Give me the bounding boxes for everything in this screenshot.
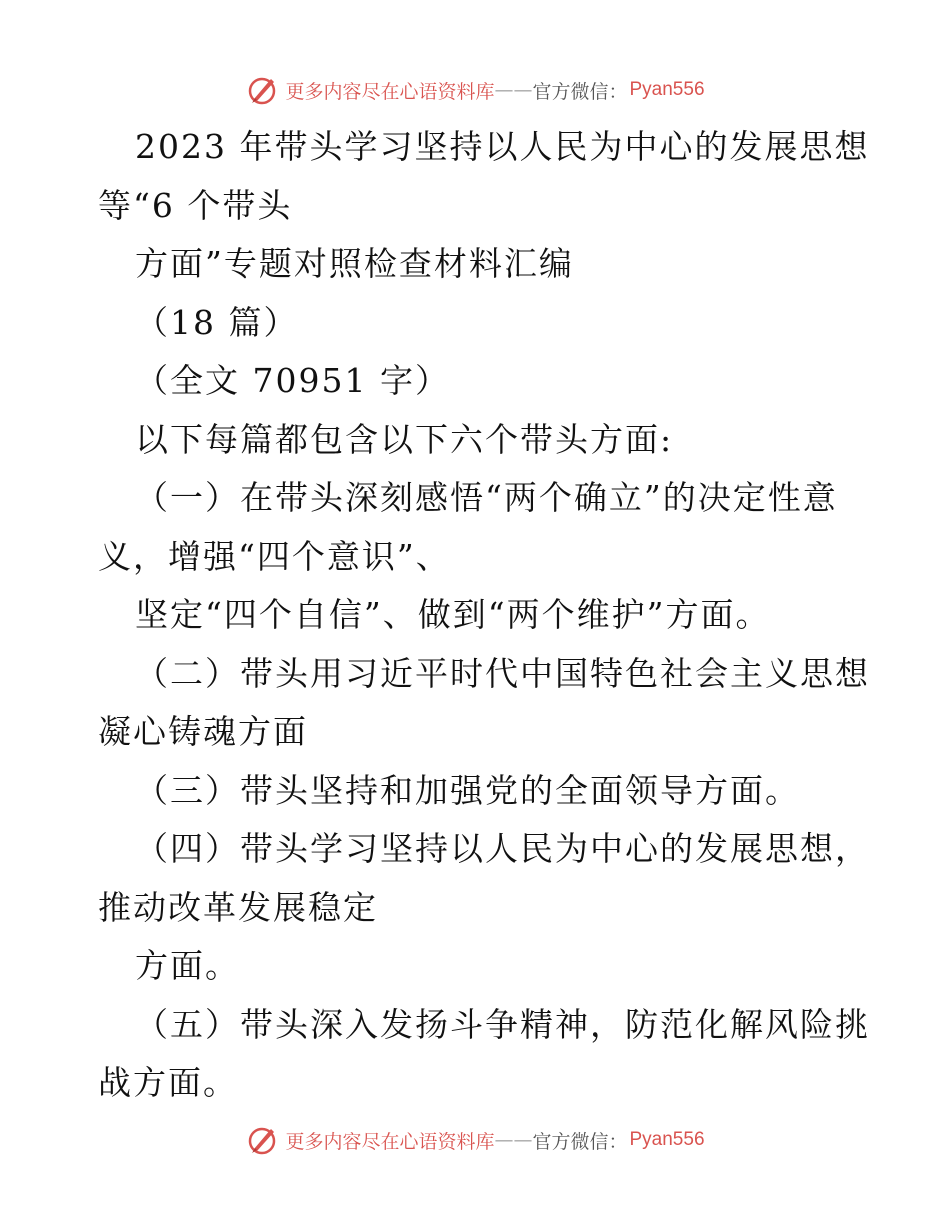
aspect-1-line-1: （一）在带头深刻感悟“两个确立”的决定性意 — [135, 478, 838, 517]
watermark-separator: —— — [494, 79, 533, 101]
document-title-line-3: 方面”专题对照检查材料汇编 — [135, 244, 574, 283]
aspect-1-line-2: 义，增强“四个意识”、 — [98, 536, 451, 576]
watermark-wechat-id: Pyan556 — [629, 1129, 705, 1150]
aspect-4-line-1: （四）带头学习坚持以人民为中心的发展思想， — [135, 829, 870, 868]
quill-pen-logo-icon — [245, 1123, 279, 1157]
watermark-main-text: 更多内容尽在心语资料库 — [285, 1130, 495, 1153]
aspect-4-line-2: 推动改革发展稳定 — [98, 887, 378, 927]
document-word-count: （全文 70951 字） — [135, 361, 450, 400]
watermark-wechat-label: 官方微信： — [532, 80, 628, 103]
watermark-wechat-label: 官方微信： — [532, 1130, 628, 1153]
document-title-line-2: 等“6 个带头 — [98, 185, 293, 225]
aspect-5-line-2: 战方面。 — [98, 1063, 238, 1102]
aspect-3-line-1: （三）带头坚持和加强党的全面领导方面。 — [135, 770, 800, 810]
aspect-1-line-3: 坚定“四个自信”、做到“两个维护”方面。 — [135, 595, 771, 634]
aspect-4-line-3: 方面。 — [135, 946, 240, 985]
document-title-line-1: 2023 年带头学习坚持以人民为中心的发展思想 — [135, 127, 870, 166]
watermark-wechat-id: Pyan556 — [629, 79, 705, 100]
footer-watermark — [0, 1120, 950, 1160]
aspect-2-line-2: 凝心铸魂方面 — [98, 712, 308, 751]
header-watermark — [0, 70, 950, 110]
watermark-main-text: 更多内容尽在心语资料库 — [285, 80, 495, 103]
document-body — [98, 118, 870, 1113]
document-count: （18 篇） — [135, 302, 299, 342]
document-intro: 以下每篇都包含以下六个带头方面: — [135, 419, 674, 459]
quill-pen-logo-icon — [245, 73, 279, 107]
aspect-5-line-1: （五）带头深入发扬斗争精神，防范化解风险挑 — [135, 1004, 870, 1044]
aspect-2-line-1: （二）带头用习近平时代中国特色社会主义思想 — [135, 653, 870, 693]
watermark-separator: —— — [494, 1129, 533, 1151]
